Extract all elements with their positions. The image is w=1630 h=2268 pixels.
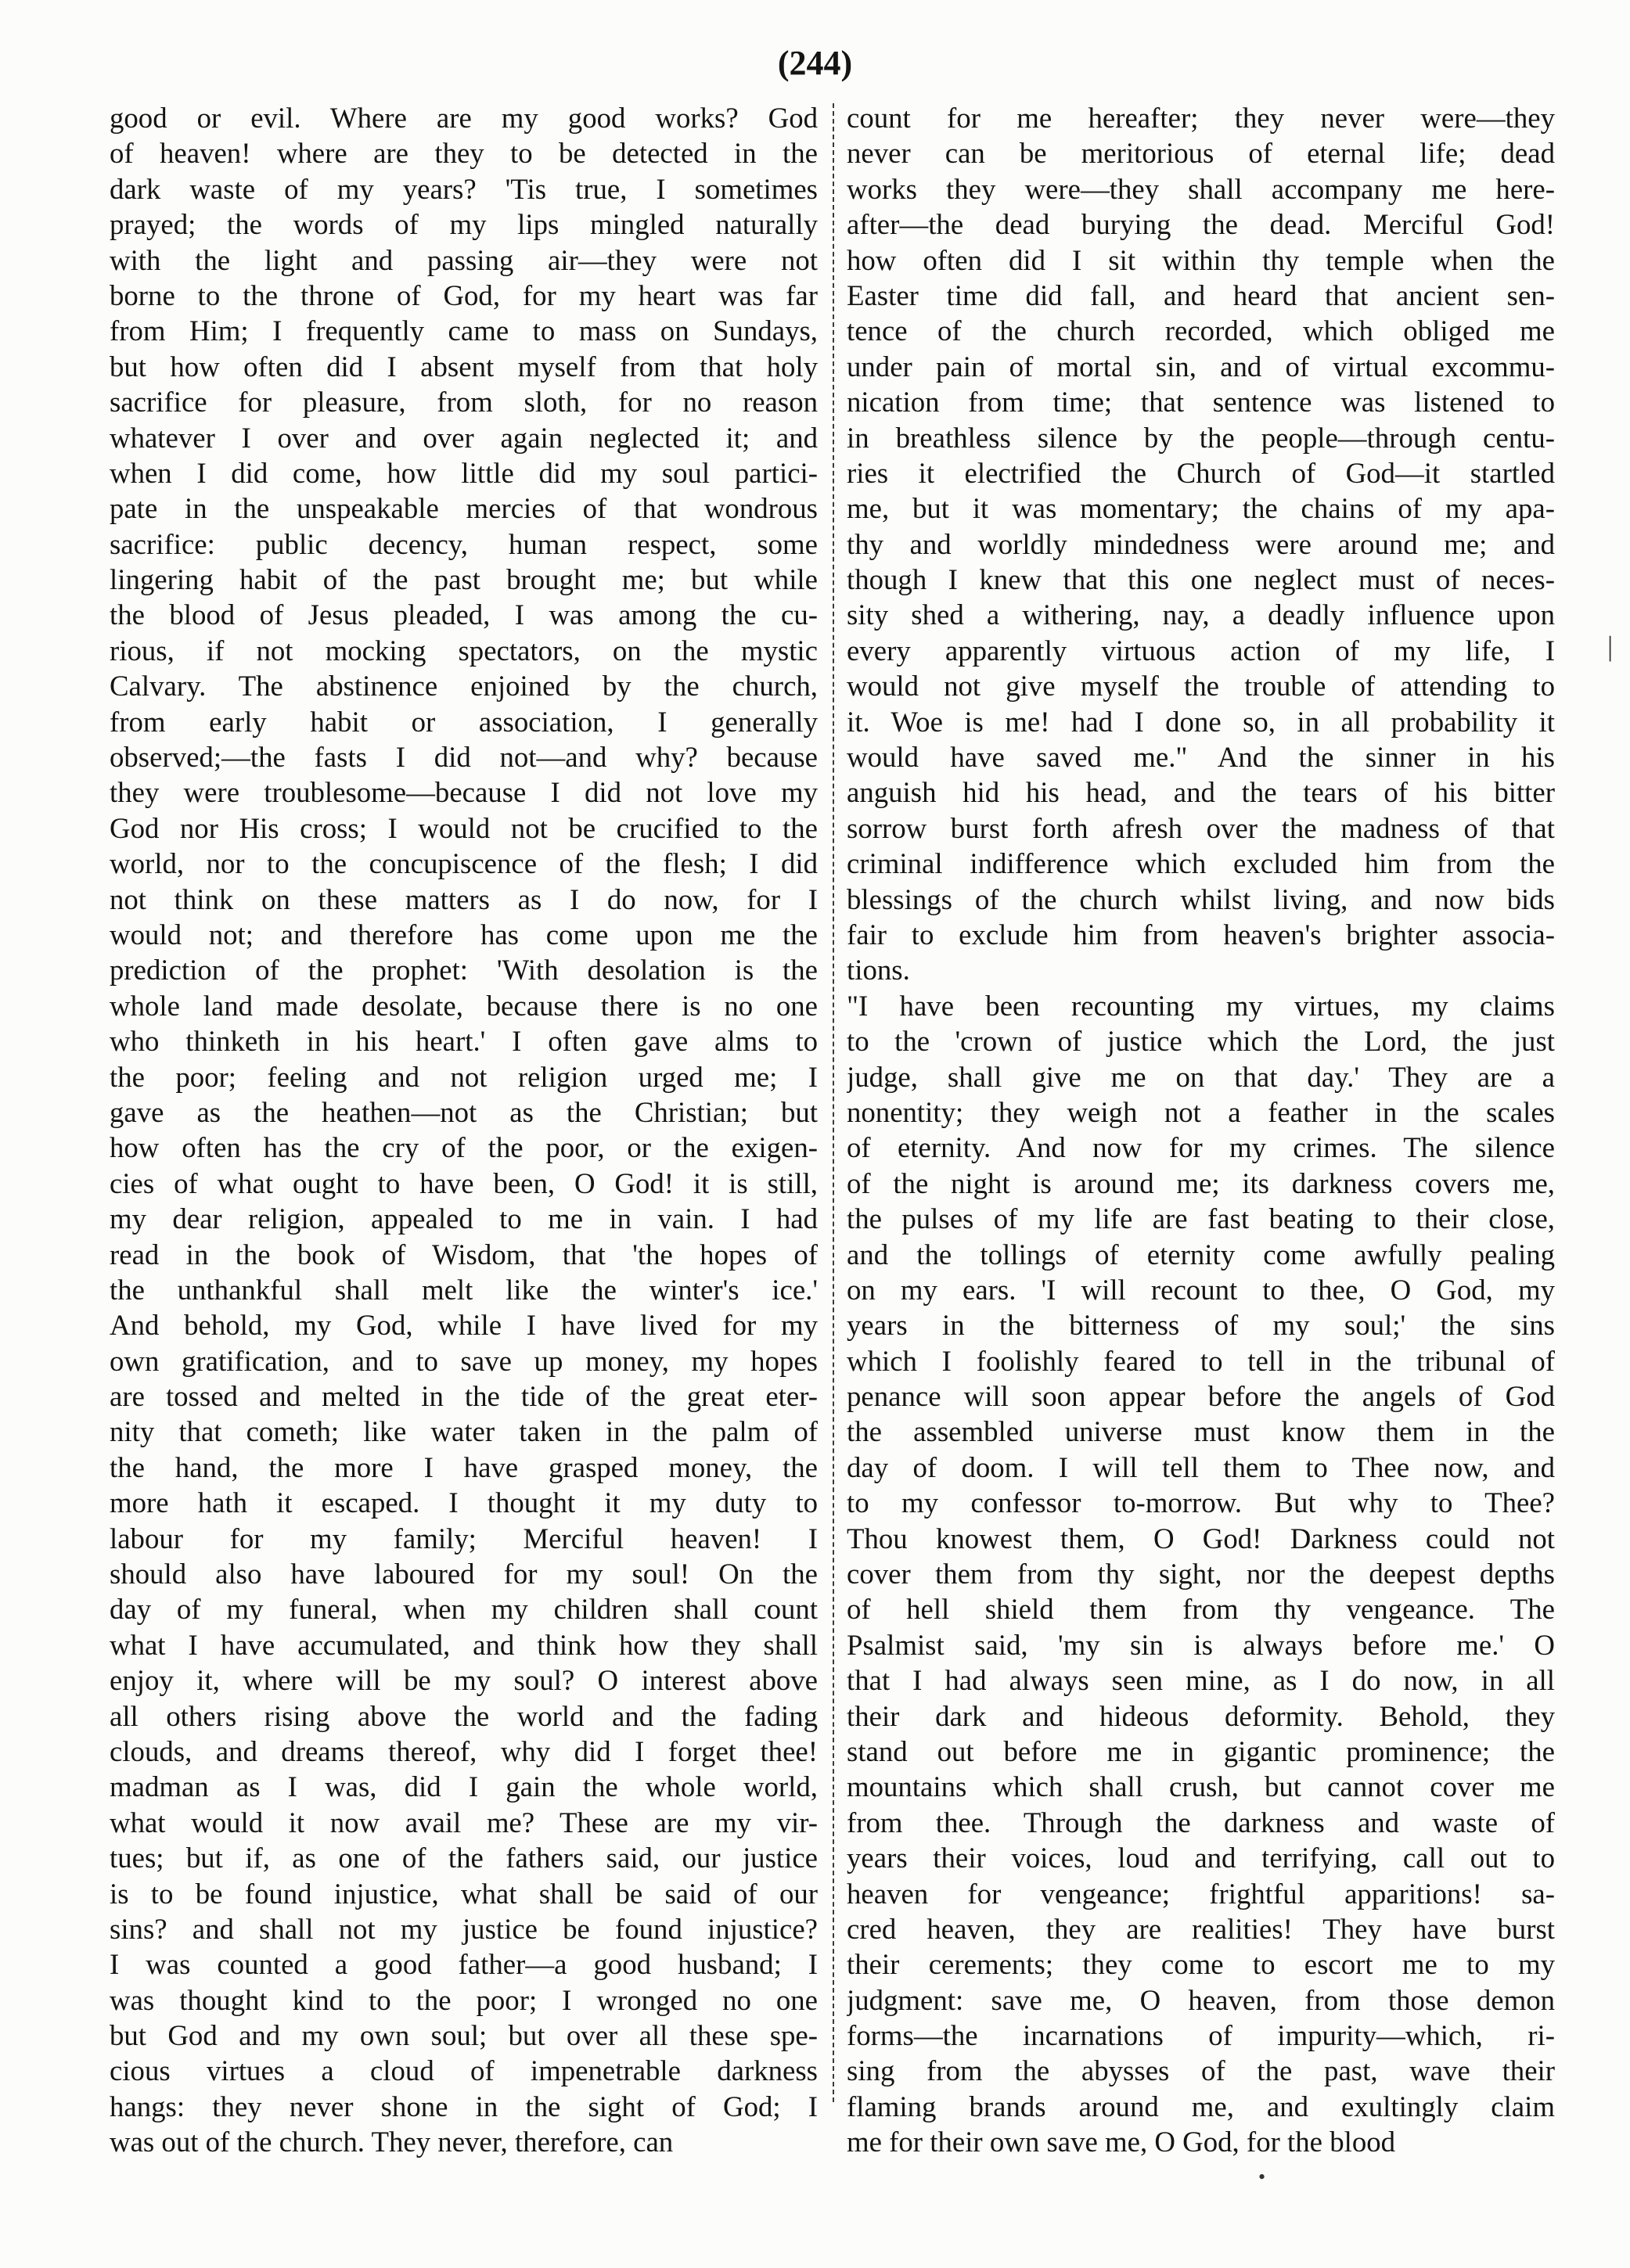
text-line: Easter time did fall, and heard that ancient sen- xyxy=(847,279,1555,311)
text-line: whole land made desolate, because there is no one xyxy=(110,989,818,1022)
text-line: read in the book of Wisdom, that 'the hopes of xyxy=(110,1238,818,1271)
text-line: dark waste of my years? 'Tis true, I sometimes xyxy=(110,172,818,205)
page-number: (244) xyxy=(777,44,853,82)
text-line: own gratification, and to save up money, my hopes xyxy=(110,1344,818,1377)
text-line: are tossed and melted in the tide of the great eter- xyxy=(110,1380,818,1413)
text-line: stand out before me in gigantic prominence; the xyxy=(847,1734,1555,1767)
text-line: count for me hereafter; they never were—they xyxy=(847,102,1555,134)
text-line: not think on these matters as I do now, for I xyxy=(110,882,818,915)
text-line: clouds, and dreams thereof, why did I forget thee! xyxy=(110,1734,818,1767)
text-line: the assembled universe must know them in the xyxy=(847,1415,1555,1448)
text-line: sity shed a withering, nay, a deadly influence upon xyxy=(847,598,1555,631)
right-column xyxy=(847,100,1555,2160)
text-line: judgment: save me, O heaven, from those demon xyxy=(847,1983,1555,2016)
text-line: God nor His cross; I would not be crucified to the xyxy=(110,811,818,844)
text-line: I was counted a good father—a good husband; I xyxy=(110,1948,818,1981)
text-line: was thought kind to the poor; I wronged no one xyxy=(110,1983,818,2016)
text-line: their cerements; they come to escort me to my xyxy=(847,1948,1555,1981)
text-line: the pulses of my life are fast beating to their close, xyxy=(847,1202,1555,1235)
text-line: enjoy it, where will be my soul? O interest above xyxy=(110,1664,818,1697)
text-line: prediction of the prophet: 'With desolation is the xyxy=(110,954,818,987)
column-divider xyxy=(833,103,834,2102)
text-line: when I did come, how little did my soul partici- xyxy=(110,456,818,489)
text-line: and the tollings of eternity come awfully pealing xyxy=(847,1238,1555,1271)
text-line: works they were—they shall accompany me here- xyxy=(847,172,1555,205)
text-line: of eternity. And now for my crimes. The silence xyxy=(847,1131,1555,1164)
text-line: my dear religion, appealed to me in vain. I had xyxy=(110,1202,818,1235)
text-line: would not give myself the trouble of attending to xyxy=(847,670,1555,703)
text-line: which I foolishly feared to tell in the tribunal of xyxy=(847,1344,1555,1377)
text-line: borne to the throne of God, for my heart was far xyxy=(110,279,818,311)
text-line: would not; and therefore has come upon me the xyxy=(110,918,818,951)
text-line: hangs: they never shone in the sight of God; I xyxy=(110,2090,818,2122)
text-line: how often has the cry of the poor, or the exigen- xyxy=(110,1131,818,1164)
text-line: flaming brands around me, and exultingly claim xyxy=(847,2090,1555,2122)
text-line: of hell shield them from thy vengeance. The xyxy=(847,1593,1555,1626)
text-line: tions. xyxy=(847,954,910,987)
text-line: pate in the unspeakable mercies of that wondrous xyxy=(110,492,818,525)
text-line: of the night is around me; its darkness covers me, xyxy=(847,1166,1555,1199)
text-line: forms—the incarnations of impurity—which, ri- xyxy=(847,2019,1555,2052)
text-line: blessings of the church whilst living, and now bids xyxy=(847,882,1555,915)
text-line: what I have accumulated, and think how they shall xyxy=(110,1628,818,1661)
text-line: observed;—the fasts I did not—and why? because xyxy=(110,741,818,774)
text-line: in breathless silence by the people—through centu- xyxy=(847,421,1555,454)
text-line: but God and my own soul; but over all these spe- xyxy=(110,2019,818,2052)
text-line: anguish hid his head, and the tears of his bitter xyxy=(847,776,1555,809)
text-line: the unthankful shall melt like the winter's ice.' xyxy=(110,1273,818,1306)
text-line: cious virtues a cloud of impenetrable darkness xyxy=(110,2054,818,2087)
print-mark: • xyxy=(1258,2166,1266,2188)
text-line: labour for my family; Merciful heaven! I xyxy=(110,1522,818,1555)
text-line: all others rising above the world and the fading xyxy=(110,1699,818,1732)
text-line: on my ears. 'I will recount to thee, O God, my xyxy=(847,1273,1555,1306)
text-line: world, nor to the concupiscence of the flesh; I did xyxy=(110,847,818,880)
text-line: it. Woe is me! had I done so, in all probability it xyxy=(847,705,1555,738)
text-line: mountains which shall crush, but cannot cover me xyxy=(847,1770,1555,1803)
text-line: years their voices, loud and terrifying, call out to xyxy=(847,1842,1555,1874)
text-line: how often did I sit within thy temple when the xyxy=(847,243,1555,276)
margin-mark: | xyxy=(1607,631,1614,662)
text-line: the hand, the more I have grasped money, the xyxy=(110,1450,818,1483)
text-line: nication from time; that sentence was listened to xyxy=(847,386,1555,419)
text-line: whatever I over and over again neglected it; and xyxy=(110,421,818,454)
text-line: cover them from thy sight, nor the deepest depths xyxy=(847,1558,1555,1590)
text-line: cred heaven, they are realities! They have burst xyxy=(847,1912,1555,1945)
text-line: but how often did I absent myself from that holy xyxy=(110,350,818,383)
text-line: And behold, my God, while I have lived for my xyxy=(110,1309,818,1342)
text-line: from Him; I frequently came to mass on Sundays, xyxy=(110,315,818,347)
text-line: gave as the heathen—not as the Christian; but xyxy=(110,1095,818,1128)
text-line: was out of the church. They never, therefore, can xyxy=(110,2126,674,2158)
text-line: after—the dead burying the dead. Merciful God! xyxy=(847,208,1555,241)
left-column xyxy=(110,100,818,2160)
text-line: the blood of Jesus pleaded, I was among the cu- xyxy=(110,598,818,631)
text-line: more hath it escaped. I thought it my duty to xyxy=(110,1486,818,1519)
text-line: nonentity; they weigh not a feather in the scales xyxy=(847,1095,1555,1128)
text-line: thy and worldly mindedness were around me; and xyxy=(847,527,1555,560)
text-line: sing from the abysses of the past, wave their xyxy=(847,2054,1555,2087)
text-line: fair to exclude him from heaven's brighter associa- xyxy=(847,918,1555,951)
text-line: ries it electrified the Church of God—it startled xyxy=(847,456,1555,489)
text-line: Thou knowest them, O God! Darkness could not xyxy=(847,1522,1555,1555)
text-line: from thee. Through the darkness and waste of xyxy=(847,1806,1555,1838)
text-line: who thinketh in his heart.' I often gave alms to xyxy=(110,1025,818,1058)
text-line: sins? and shall not my justice be found injustice? xyxy=(110,1912,818,1945)
text-line: tence of the church recorded, which obliged me xyxy=(847,315,1555,347)
text-line: rious, if not mocking spectators, on the mystic xyxy=(110,634,818,667)
text-line: never can be meritorious of eternal life; dead xyxy=(847,137,1555,170)
text-line: under pain of mortal sin, and of virtual excommu- xyxy=(847,350,1555,383)
text-line: should also have laboured for my soul! On the xyxy=(110,1558,818,1590)
text-line: from early habit or association, I generally xyxy=(110,705,818,738)
text-line: nity that cometh; like water taken in the palm of xyxy=(110,1415,818,1448)
text-line: good or evil. Where are my good works? God xyxy=(110,102,818,134)
text-line: me, but it was momentary; the chains of my apa- xyxy=(847,492,1555,525)
text-line: with the light and passing air—they were not xyxy=(110,243,818,276)
text-line: "I have been recounting my virtues, my claims xyxy=(847,989,1555,1022)
text-line: is to be found injustice, what shall be said of our xyxy=(110,1877,818,1910)
text-line: penance will soon appear before the angels of God xyxy=(847,1380,1555,1413)
text-line: tues; but if, as one of the fathers said, our justice xyxy=(110,1842,818,1874)
text-line: the poor; feeling and not religion urged me; I xyxy=(110,1060,818,1093)
text-line: sacrifice: public decency, human respect, some xyxy=(110,527,818,560)
text-line: sacrifice for pleasure, from sloth, for no reason xyxy=(110,386,818,419)
text-line: to my confessor to-morrow. But why to Thee? xyxy=(847,1486,1555,1519)
text-line: madman as I was, did I gain the whole world, xyxy=(110,1770,818,1803)
text-line: to the 'crown of justice which the Lord, the just xyxy=(847,1025,1555,1058)
text-line: their dark and hideous deformity. Behold, they xyxy=(847,1699,1555,1732)
text-line: that I had always seen mine, as I do now, in all xyxy=(847,1664,1555,1697)
text-line: would have saved me." And the sinner in his xyxy=(847,741,1555,774)
text-line: Psalmist said, 'my sin is always before me.' O xyxy=(847,1628,1555,1661)
text-line: though I knew that this one neglect must of neces- xyxy=(847,563,1555,596)
text-line: every apparently virtuous action of my life, I xyxy=(847,634,1555,667)
text-line: prayed; the words of my lips mingled naturally xyxy=(110,208,818,241)
text-line: Calvary. The abstinence enjoined by the church, xyxy=(110,670,818,703)
text-line: heaven for vengeance; frightful apparitions! sa- xyxy=(847,1877,1555,1910)
text-line: criminal indifference which excluded him from the xyxy=(847,847,1555,880)
text-line: of heaven! where are they to be detected in the xyxy=(110,137,818,170)
text-line: me for their own save me, O God, for the blood xyxy=(847,2126,1396,2158)
text-line: what would it now avail me? These are my vir- xyxy=(110,1806,818,1838)
text-line: lingering habit of the past brought me; but while xyxy=(110,563,818,596)
text-line: years in the bitterness of my soul;' the sins xyxy=(847,1309,1555,1342)
text-line: sorrow burst forth afresh over the madness of that xyxy=(847,811,1555,844)
text-line: they were troublesome—because I did not love my xyxy=(110,776,818,809)
text-line: day of doom. I will tell them to Thee now, and xyxy=(847,1450,1555,1483)
text-line: day of my funeral, when my children shall count xyxy=(110,1593,818,1626)
text-line: cies of what ought to have been, O God! it is still, xyxy=(110,1166,818,1199)
text-line: judge, shall give me on that day.' They are a xyxy=(847,1060,1555,1093)
